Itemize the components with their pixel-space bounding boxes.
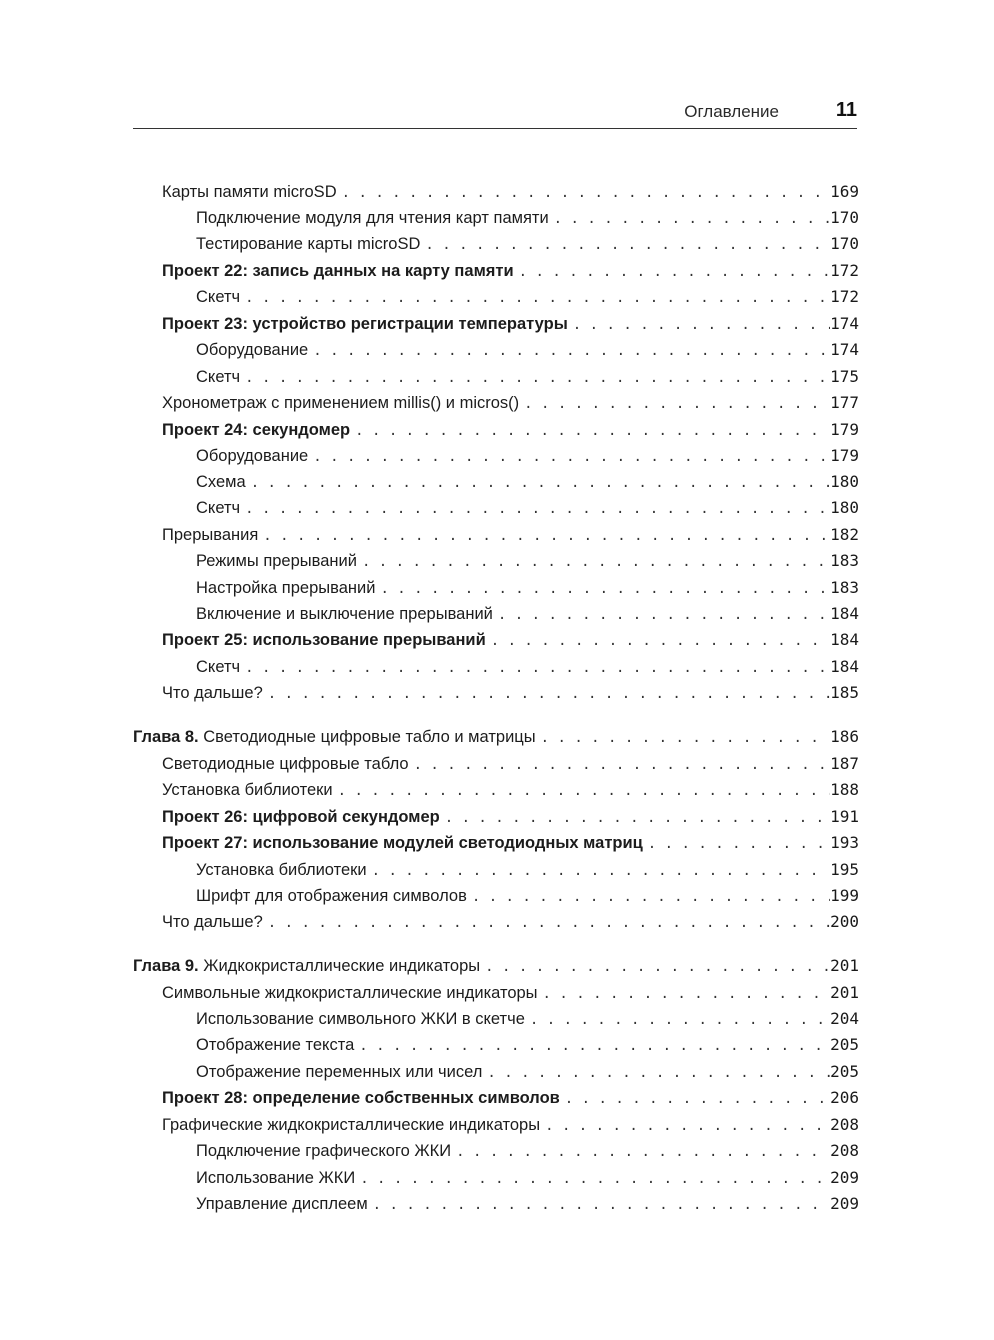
toc-entry: Использование ЖКИ . . . 209	[133, 1165, 859, 1191]
toc-entry: Подключение модуля для чтения карт памяти . . . 170	[133, 205, 859, 231]
toc-entry: Графические жидкокристаллические индикаторы . . . 208	[133, 1112, 859, 1138]
running-header	[133, 98, 857, 129]
toc-entry: Символьные жидкокристаллические индикаторы . . . 201	[133, 980, 859, 1006]
toc-entry: Хронометраж с применением millis() и micros() . . . 177	[133, 390, 859, 416]
toc-entry: Скетч . . . 184	[133, 654, 859, 680]
toc-chapter: Глава 8. Светодиодные цифровые табло и матрицы . . . 186	[133, 724, 859, 750]
toc-entry: Включение и выключение прерываний . . . 184	[133, 601, 859, 627]
toc-entry: Скетч . . . 172	[133, 284, 859, 310]
toc-entry: Тестирование карты microSD . . . 170	[133, 231, 859, 257]
toc-entry: Схема . . . 180	[133, 469, 859, 495]
header-page-number: 11	[835, 99, 857, 121]
toc-chapter: Глава 9. Жидкокристаллические индикаторы . . . 201	[133, 953, 859, 979]
toc-entry: Скетч . . . 180	[133, 495, 859, 521]
toc-entry: Оборудование . . . 179	[133, 443, 859, 469]
toc-entry: Использование символьного ЖКИ в скетче . . . 204	[133, 1006, 859, 1032]
toc-entry: Настройка прерываний . . . 183	[133, 575, 859, 601]
toc-entry: Шрифт для отображения символов . . . 199	[133, 883, 859, 909]
toc-entry: Карты памяти microSD . . . 169	[133, 179, 859, 205]
toc-entry: Подключение графического ЖКИ . . . 208	[133, 1138, 859, 1164]
toc-entry: Отображение текста . . . 205	[133, 1032, 859, 1058]
toc-entry: Установка библиотеки . . . 195	[133, 857, 859, 883]
toc-entry-project: Проект 22: запись данных на карту памяти . . . 172	[133, 258, 859, 284]
toc-entry-project: Проект 23: устройство регистрации температуры . . . 174	[133, 311, 859, 337]
toc-entry-project: Проект 27: использование модулей светодиодных матриц . . . 193	[133, 830, 859, 856]
toc-entry-project: Проект 26: цифровой секундомер . . . 191	[133, 804, 859, 830]
toc-entry-project: Проект 25: использование прерываний . . . 184	[133, 627, 859, 653]
toc-entry: Скетч . . . 175	[133, 364, 859, 390]
toc-entry: Прерывания . . . 182	[133, 522, 859, 548]
toc-entry: Отображение переменных или чисел . . . 205	[133, 1059, 859, 1085]
toc-entry-project: Проект 28: определение собственных символов . . . 206	[133, 1085, 859, 1111]
toc-entry: Что дальше? . . . 185	[133, 680, 859, 706]
toc-entry: Режимы прерываний . . . 183	[133, 548, 859, 574]
toc-entry: Что дальше? . . . 200	[133, 909, 859, 935]
toc-entry: Оборудование . . . 174	[133, 337, 859, 363]
toc-entry-project: Проект 24: секундомер . . . 179	[133, 417, 859, 443]
header-title: Оглавление	[684, 102, 779, 121]
toc-entry: Управление дисплеем . . . 209	[133, 1191, 859, 1217]
toc-entry: Установка библиотеки . . . 188	[133, 777, 859, 803]
toc-entry: Светодиодные цифровые табло . . . 187	[133, 751, 859, 777]
